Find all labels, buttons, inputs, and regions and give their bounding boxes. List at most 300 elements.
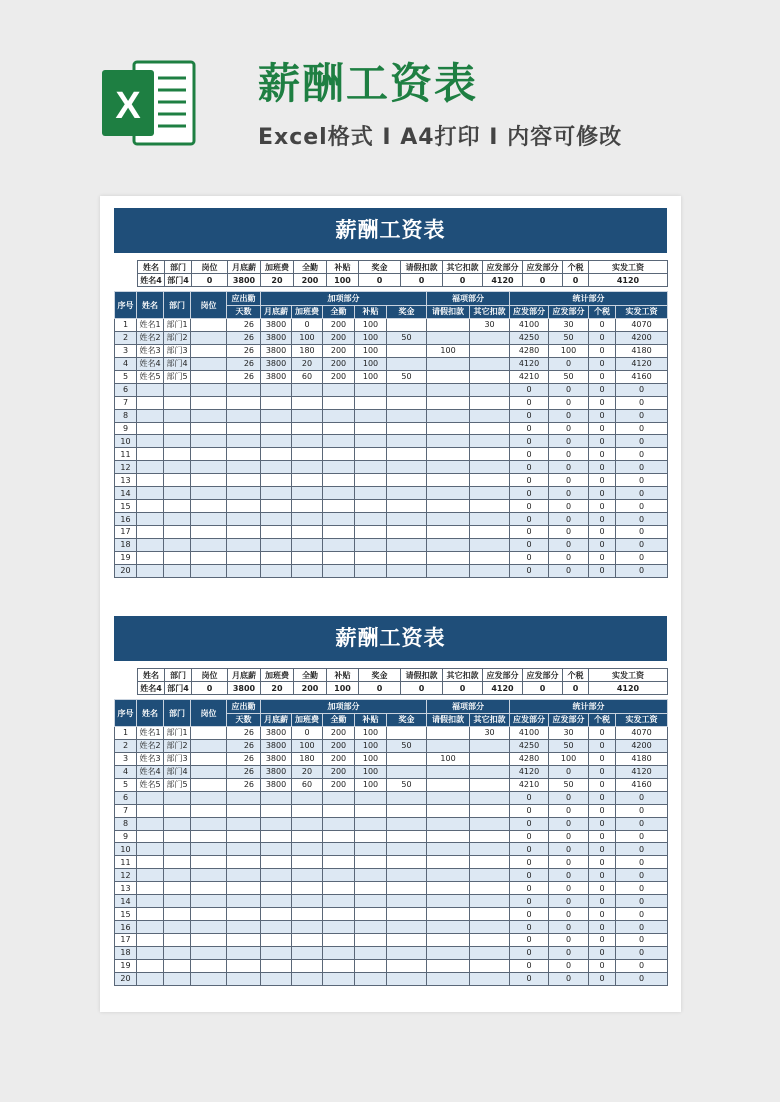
table-cell[interactable] bbox=[470, 461, 510, 474]
table-cell[interactable] bbox=[470, 448, 510, 461]
table-cell[interactable] bbox=[292, 882, 323, 895]
table-cell[interactable]: 9 bbox=[115, 422, 137, 435]
table-cell[interactable] bbox=[227, 461, 261, 474]
table-cell[interactable]: 60 bbox=[292, 778, 323, 791]
table-cell[interactable] bbox=[137, 409, 164, 422]
table-cell[interactable] bbox=[470, 422, 510, 435]
table-cell[interactable] bbox=[191, 357, 227, 370]
table-cell[interactable] bbox=[191, 895, 227, 908]
table-cell[interactable]: 0 bbox=[510, 882, 549, 895]
table-cell[interactable]: 4120 bbox=[616, 765, 668, 778]
table-cell[interactable] bbox=[387, 921, 427, 934]
table-cell[interactable] bbox=[470, 526, 510, 539]
table-cell[interactable] bbox=[191, 513, 227, 526]
table-cell[interactable] bbox=[261, 908, 292, 921]
table-cell[interactable] bbox=[387, 843, 427, 856]
table-cell[interactable] bbox=[427, 921, 470, 934]
table-cell[interactable] bbox=[427, 727, 470, 740]
table-cell[interactable]: 0 bbox=[616, 526, 668, 539]
table-cell[interactable]: 0 bbox=[549, 422, 589, 435]
table-cell[interactable] bbox=[261, 564, 292, 577]
table-cell[interactable] bbox=[164, 513, 191, 526]
table-cell[interactable] bbox=[227, 448, 261, 461]
table-cell[interactable]: 4280 bbox=[510, 752, 549, 765]
table-cell[interactable] bbox=[137, 843, 164, 856]
table-cell[interactable] bbox=[227, 869, 261, 882]
table-cell[interactable] bbox=[427, 804, 470, 817]
table-cell[interactable]: 6 bbox=[115, 791, 137, 804]
table-cell[interactable] bbox=[427, 791, 470, 804]
summary-cell[interactable]: 0 bbox=[359, 274, 401, 287]
table-cell[interactable]: 0 bbox=[510, 513, 549, 526]
table-cell[interactable] bbox=[261, 921, 292, 934]
table-cell[interactable]: 11 bbox=[115, 448, 137, 461]
table-cell[interactable]: 0 bbox=[510, 791, 549, 804]
summary-cell[interactable]: 部门 bbox=[165, 669, 192, 682]
table-cell[interactable]: 3800 bbox=[261, 765, 292, 778]
table-cell[interactable] bbox=[427, 908, 470, 921]
table-cell[interactable]: 0 bbox=[616, 934, 668, 947]
table-cell[interactable] bbox=[470, 500, 510, 513]
table-cell[interactable]: 0 bbox=[616, 461, 668, 474]
table-cell[interactable]: 0 bbox=[616, 551, 668, 564]
summary-cell[interactable]: 姓名4 bbox=[138, 274, 165, 287]
table-cell[interactable]: 0 bbox=[589, 869, 616, 882]
table-cell[interactable]: 0 bbox=[616, 538, 668, 551]
table-cell[interactable] bbox=[470, 551, 510, 564]
table-cell[interactable]: 0 bbox=[589, 357, 616, 370]
table-cell[interactable] bbox=[470, 344, 510, 357]
table-cell[interactable] bbox=[227, 843, 261, 856]
table-cell[interactable] bbox=[292, 804, 323, 817]
table-cell[interactable]: 3800 bbox=[261, 331, 292, 344]
table-cell[interactable]: 0 bbox=[589, 538, 616, 551]
table-cell[interactable]: 4070 bbox=[616, 319, 668, 332]
summary-cell[interactable]: 4120 bbox=[483, 274, 523, 287]
table-cell[interactable]: 20 bbox=[115, 972, 137, 985]
table-cell[interactable] bbox=[323, 500, 355, 513]
table-cell[interactable] bbox=[323, 843, 355, 856]
table-cell[interactable]: 26 bbox=[227, 344, 261, 357]
table-cell[interactable] bbox=[355, 422, 387, 435]
table-cell[interactable]: 0 bbox=[510, 804, 549, 817]
table-cell[interactable]: 200 bbox=[323, 765, 355, 778]
table-cell[interactable]: 0 bbox=[549, 869, 589, 882]
summary-cell[interactable]: 补贴 bbox=[327, 261, 359, 274]
table-cell[interactable]: 30 bbox=[549, 319, 589, 332]
table-cell[interactable]: 50 bbox=[387, 331, 427, 344]
table-cell[interactable]: 0 bbox=[549, 765, 589, 778]
table-cell[interactable]: 0 bbox=[589, 344, 616, 357]
table-cell[interactable] bbox=[261, 500, 292, 513]
table-cell[interactable]: 7 bbox=[115, 804, 137, 817]
table-cell[interactable] bbox=[137, 461, 164, 474]
summary-cell[interactable]: 全勤 bbox=[294, 669, 327, 682]
table-cell[interactable]: 0 bbox=[549, 564, 589, 577]
table-cell[interactable]: 部门2 bbox=[164, 739, 191, 752]
table-cell[interactable] bbox=[427, 895, 470, 908]
table-cell[interactable] bbox=[137, 474, 164, 487]
table-cell[interactable]: 19 bbox=[115, 959, 137, 972]
table-cell[interactable] bbox=[261, 804, 292, 817]
table-cell[interactable] bbox=[427, 396, 470, 409]
table-cell[interactable] bbox=[261, 448, 292, 461]
table-cell[interactable] bbox=[427, 319, 470, 332]
table-cell[interactable] bbox=[470, 921, 510, 934]
table-cell[interactable] bbox=[261, 791, 292, 804]
table-cell[interactable] bbox=[137, 817, 164, 830]
table-cell[interactable]: 0 bbox=[510, 383, 549, 396]
table-cell[interactable]: 0 bbox=[549, 972, 589, 985]
table-cell[interactable] bbox=[387, 791, 427, 804]
table-cell[interactable]: 100 bbox=[355, 752, 387, 765]
table-cell[interactable] bbox=[355, 817, 387, 830]
table-cell[interactable] bbox=[292, 908, 323, 921]
table-cell[interactable] bbox=[355, 500, 387, 513]
table-cell[interactable] bbox=[470, 972, 510, 985]
table-cell[interactable]: 0 bbox=[510, 908, 549, 921]
summary-cell[interactable]: 0 bbox=[401, 274, 443, 287]
table-cell[interactable] bbox=[164, 474, 191, 487]
table-cell[interactable]: 0 bbox=[292, 727, 323, 740]
table-cell[interactable]: 2 bbox=[115, 739, 137, 752]
table-cell[interactable] bbox=[292, 513, 323, 526]
table-cell[interactable] bbox=[261, 409, 292, 422]
table-cell[interactable] bbox=[191, 817, 227, 830]
table-cell[interactable]: 0 bbox=[549, 856, 589, 869]
table-cell[interactable]: 0 bbox=[510, 843, 549, 856]
table-cell[interactable] bbox=[323, 804, 355, 817]
summary-cell[interactable]: 实发工资 bbox=[589, 669, 668, 682]
table-cell[interactable] bbox=[470, 396, 510, 409]
table-cell[interactable] bbox=[292, 830, 323, 843]
table-cell[interactable]: 0 bbox=[549, 830, 589, 843]
table-cell[interactable] bbox=[427, 513, 470, 526]
table-cell[interactable]: 50 bbox=[387, 739, 427, 752]
table-cell[interactable] bbox=[323, 538, 355, 551]
table-cell[interactable] bbox=[355, 396, 387, 409]
table-cell[interactable] bbox=[470, 778, 510, 791]
table-cell[interactable] bbox=[470, 908, 510, 921]
table-cell[interactable] bbox=[470, 409, 510, 422]
table-cell[interactable]: 0 bbox=[589, 331, 616, 344]
table-cell[interactable] bbox=[387, 461, 427, 474]
table-cell[interactable] bbox=[427, 856, 470, 869]
summary-cell[interactable]: 应发部分 bbox=[523, 669, 563, 682]
table-cell[interactable]: 0 bbox=[616, 869, 668, 882]
table-cell[interactable]: 0 bbox=[549, 804, 589, 817]
table-cell[interactable]: 0 bbox=[510, 422, 549, 435]
summary-cell[interactable]: 0 bbox=[523, 682, 563, 695]
table-cell[interactable] bbox=[261, 817, 292, 830]
table-cell[interactable]: 0 bbox=[589, 856, 616, 869]
table-cell[interactable] bbox=[470, 752, 510, 765]
table-cell[interactable] bbox=[387, 895, 427, 908]
table-cell[interactable]: 0 bbox=[616, 972, 668, 985]
table-cell[interactable]: 100 bbox=[292, 739, 323, 752]
table-cell[interactable] bbox=[427, 383, 470, 396]
table-cell[interactable] bbox=[191, 370, 227, 383]
table-cell[interactable]: 3 bbox=[115, 344, 137, 357]
table-cell[interactable] bbox=[227, 817, 261, 830]
table-cell[interactable] bbox=[427, 765, 470, 778]
table-cell[interactable] bbox=[191, 487, 227, 500]
summary-cell[interactable]: 加班费 bbox=[261, 669, 294, 682]
table-cell[interactable]: 姓名4 bbox=[137, 357, 164, 370]
table-cell[interactable] bbox=[355, 513, 387, 526]
table-cell[interactable] bbox=[470, 513, 510, 526]
table-cell[interactable]: 3800 bbox=[261, 739, 292, 752]
table-cell[interactable] bbox=[470, 856, 510, 869]
table-cell[interactable]: 0 bbox=[616, 843, 668, 856]
table-cell[interactable] bbox=[191, 921, 227, 934]
table-cell[interactable] bbox=[323, 409, 355, 422]
table-cell[interactable]: 14 bbox=[115, 895, 137, 908]
table-cell[interactable] bbox=[164, 383, 191, 396]
table-cell[interactable] bbox=[355, 435, 387, 448]
table-cell[interactable] bbox=[191, 765, 227, 778]
table-cell[interactable]: 0 bbox=[549, 435, 589, 448]
table-cell[interactable] bbox=[191, 791, 227, 804]
table-cell[interactable] bbox=[292, 843, 323, 856]
table-cell[interactable]: 18 bbox=[115, 946, 137, 959]
summary-cell[interactable]: 其它扣款 bbox=[443, 261, 483, 274]
table-cell[interactable] bbox=[470, 869, 510, 882]
table-cell[interactable] bbox=[191, 331, 227, 344]
table-cell[interactable] bbox=[470, 934, 510, 947]
table-cell[interactable]: 部门1 bbox=[164, 727, 191, 740]
table-cell[interactable] bbox=[191, 344, 227, 357]
table-cell[interactable]: 50 bbox=[549, 331, 589, 344]
table-cell[interactable] bbox=[137, 959, 164, 972]
table-cell[interactable] bbox=[137, 804, 164, 817]
table-cell[interactable]: 180 bbox=[292, 344, 323, 357]
table-cell[interactable] bbox=[191, 564, 227, 577]
table-cell[interactable]: 11 bbox=[115, 856, 137, 869]
table-cell[interactable] bbox=[191, 946, 227, 959]
table-cell[interactable]: 0 bbox=[510, 435, 549, 448]
table-cell[interactable] bbox=[427, 357, 470, 370]
table-cell[interactable]: 0 bbox=[589, 396, 616, 409]
table-cell[interactable]: 0 bbox=[549, 461, 589, 474]
table-cell[interactable] bbox=[191, 959, 227, 972]
table-cell[interactable] bbox=[387, 422, 427, 435]
table-cell[interactable]: 0 bbox=[549, 791, 589, 804]
table-cell[interactable]: 7 bbox=[115, 396, 137, 409]
table-cell[interactable] bbox=[191, 843, 227, 856]
table-cell[interactable]: 0 bbox=[510, 461, 549, 474]
summary-cell[interactable]: 岗位 bbox=[192, 669, 228, 682]
table-cell[interactable] bbox=[427, 409, 470, 422]
table-cell[interactable]: 0 bbox=[589, 727, 616, 740]
table-cell[interactable]: 0 bbox=[510, 869, 549, 882]
table-cell[interactable] bbox=[323, 895, 355, 908]
summary-cell[interactable]: 0 bbox=[563, 682, 589, 695]
table-cell[interactable]: 1 bbox=[115, 319, 137, 332]
table-cell[interactable]: 0 bbox=[549, 959, 589, 972]
table-cell[interactable]: 3800 bbox=[261, 752, 292, 765]
table-cell[interactable] bbox=[427, 946, 470, 959]
table-cell[interactable]: 200 bbox=[323, 727, 355, 740]
table-cell[interactable] bbox=[292, 972, 323, 985]
table-cell[interactable] bbox=[355, 448, 387, 461]
table-cell[interactable]: 0 bbox=[589, 882, 616, 895]
table-cell[interactable]: 0 bbox=[549, 383, 589, 396]
summary-cell[interactable]: 姓名 bbox=[138, 261, 165, 274]
table-cell[interactable]: 17 bbox=[115, 526, 137, 539]
table-cell[interactable] bbox=[292, 934, 323, 947]
table-cell[interactable] bbox=[387, 946, 427, 959]
table-cell[interactable]: 8 bbox=[115, 817, 137, 830]
table-cell[interactable] bbox=[387, 727, 427, 740]
table-cell[interactable] bbox=[191, 319, 227, 332]
table-cell[interactable]: 100 bbox=[427, 752, 470, 765]
table-cell[interactable]: 0 bbox=[589, 946, 616, 959]
table-cell[interactable]: 0 bbox=[549, 934, 589, 947]
table-cell[interactable]: 4100 bbox=[510, 319, 549, 332]
table-cell[interactable]: 0 bbox=[589, 526, 616, 539]
table-cell[interactable] bbox=[292, 422, 323, 435]
table-cell[interactable]: 100 bbox=[355, 727, 387, 740]
table-cell[interactable]: 部门3 bbox=[164, 344, 191, 357]
table-cell[interactable] bbox=[191, 830, 227, 843]
summary-cell[interactable]: 部门 bbox=[165, 261, 192, 274]
table-cell[interactable] bbox=[292, 869, 323, 882]
table-cell[interactable] bbox=[470, 959, 510, 972]
table-cell[interactable] bbox=[137, 934, 164, 947]
table-cell[interactable] bbox=[387, 765, 427, 778]
table-cell[interactable]: 0 bbox=[510, 830, 549, 843]
table-cell[interactable] bbox=[427, 526, 470, 539]
table-cell[interactable] bbox=[387, 804, 427, 817]
table-cell[interactable]: 0 bbox=[616, 383, 668, 396]
table-cell[interactable] bbox=[387, 435, 427, 448]
summary-cell[interactable]: 应发部分 bbox=[483, 261, 523, 274]
table-cell[interactable] bbox=[427, 739, 470, 752]
table-cell[interactable] bbox=[387, 972, 427, 985]
table-cell[interactable] bbox=[137, 500, 164, 513]
table-cell[interactable]: 0 bbox=[589, 513, 616, 526]
table-cell[interactable] bbox=[323, 946, 355, 959]
table-cell[interactable]: 3800 bbox=[261, 344, 292, 357]
table-cell[interactable] bbox=[191, 461, 227, 474]
table-cell[interactable]: 26 bbox=[227, 357, 261, 370]
table-cell[interactable] bbox=[427, 487, 470, 500]
table-cell[interactable] bbox=[355, 409, 387, 422]
table-cell[interactable] bbox=[164, 422, 191, 435]
table-cell[interactable] bbox=[164, 882, 191, 895]
table-cell[interactable]: 100 bbox=[355, 765, 387, 778]
table-cell[interactable] bbox=[355, 487, 387, 500]
table-cell[interactable] bbox=[164, 461, 191, 474]
table-cell[interactable] bbox=[191, 409, 227, 422]
table-cell[interactable]: 0 bbox=[589, 843, 616, 856]
table-cell[interactable] bbox=[137, 435, 164, 448]
table-cell[interactable]: 4120 bbox=[510, 357, 549, 370]
table-cell[interactable]: 4200 bbox=[616, 331, 668, 344]
table-cell[interactable] bbox=[164, 817, 191, 830]
table-cell[interactable] bbox=[137, 448, 164, 461]
table-cell[interactable]: 0 bbox=[616, 959, 668, 972]
table-cell[interactable]: 部门5 bbox=[164, 778, 191, 791]
table-cell[interactable]: 姓名1 bbox=[137, 319, 164, 332]
table-cell[interactable]: 26 bbox=[227, 727, 261, 740]
table-cell[interactable]: 30 bbox=[470, 319, 510, 332]
table-cell[interactable] bbox=[191, 551, 227, 564]
table-cell[interactable] bbox=[323, 830, 355, 843]
table-cell[interactable] bbox=[470, 895, 510, 908]
table-cell[interactable] bbox=[261, 513, 292, 526]
table-cell[interactable] bbox=[387, 357, 427, 370]
summary-cell[interactable]: 岗位 bbox=[192, 261, 228, 274]
table-cell[interactable] bbox=[470, 843, 510, 856]
table-cell[interactable] bbox=[137, 791, 164, 804]
table-cell[interactable]: 0 bbox=[510, 934, 549, 947]
table-cell[interactable] bbox=[427, 448, 470, 461]
table-cell[interactable]: 0 bbox=[589, 739, 616, 752]
table-cell[interactable] bbox=[261, 551, 292, 564]
table-cell[interactable] bbox=[355, 804, 387, 817]
table-cell[interactable] bbox=[191, 778, 227, 791]
table-cell[interactable]: 50 bbox=[549, 778, 589, 791]
table-cell[interactable] bbox=[470, 538, 510, 551]
summary-cell[interactable]: 部门4 bbox=[165, 274, 192, 287]
table-cell[interactable] bbox=[227, 791, 261, 804]
table-cell[interactable]: 0 bbox=[616, 817, 668, 830]
table-cell[interactable]: 200 bbox=[323, 778, 355, 791]
table-cell[interactable]: 0 bbox=[589, 435, 616, 448]
table-cell[interactable] bbox=[227, 972, 261, 985]
table-cell[interactable]: 100 bbox=[427, 344, 470, 357]
table-cell[interactable] bbox=[227, 895, 261, 908]
table-cell[interactable] bbox=[427, 564, 470, 577]
table-cell[interactable]: 4 bbox=[115, 765, 137, 778]
table-cell[interactable] bbox=[191, 538, 227, 551]
table-cell[interactable]: 0 bbox=[616, 791, 668, 804]
table-cell[interactable] bbox=[355, 946, 387, 959]
table-cell[interactable]: 0 bbox=[589, 804, 616, 817]
table-cell[interactable] bbox=[227, 882, 261, 895]
table-cell[interactable] bbox=[227, 959, 261, 972]
table-cell[interactable] bbox=[470, 357, 510, 370]
table-cell[interactable]: 0 bbox=[589, 959, 616, 972]
table-cell[interactable]: 4160 bbox=[616, 370, 668, 383]
table-cell[interactable] bbox=[261, 895, 292, 908]
table-cell[interactable] bbox=[191, 422, 227, 435]
table-cell[interactable]: 姓名2 bbox=[137, 739, 164, 752]
table-cell[interactable] bbox=[387, 908, 427, 921]
table-cell[interactable] bbox=[355, 461, 387, 474]
table-cell[interactable] bbox=[470, 882, 510, 895]
table-cell[interactable]: 4070 bbox=[616, 727, 668, 740]
table-cell[interactable] bbox=[427, 778, 470, 791]
summary-cell[interactable]: 姓名 bbox=[138, 669, 165, 682]
table-cell[interactable] bbox=[323, 551, 355, 564]
table-cell[interactable] bbox=[292, 895, 323, 908]
table-cell[interactable] bbox=[292, 921, 323, 934]
table-cell[interactable]: 0 bbox=[510, 856, 549, 869]
table-cell[interactable] bbox=[427, 435, 470, 448]
table-cell[interactable]: 0 bbox=[510, 551, 549, 564]
table-cell[interactable]: 部门1 bbox=[164, 319, 191, 332]
table-cell[interactable]: 0 bbox=[616, 882, 668, 895]
table-cell[interactable] bbox=[227, 474, 261, 487]
table-cell[interactable] bbox=[137, 564, 164, 577]
table-cell[interactable]: 4210 bbox=[510, 778, 549, 791]
table-cell[interactable] bbox=[227, 500, 261, 513]
table-cell[interactable] bbox=[261, 843, 292, 856]
table-cell[interactable]: 0 bbox=[549, 921, 589, 934]
